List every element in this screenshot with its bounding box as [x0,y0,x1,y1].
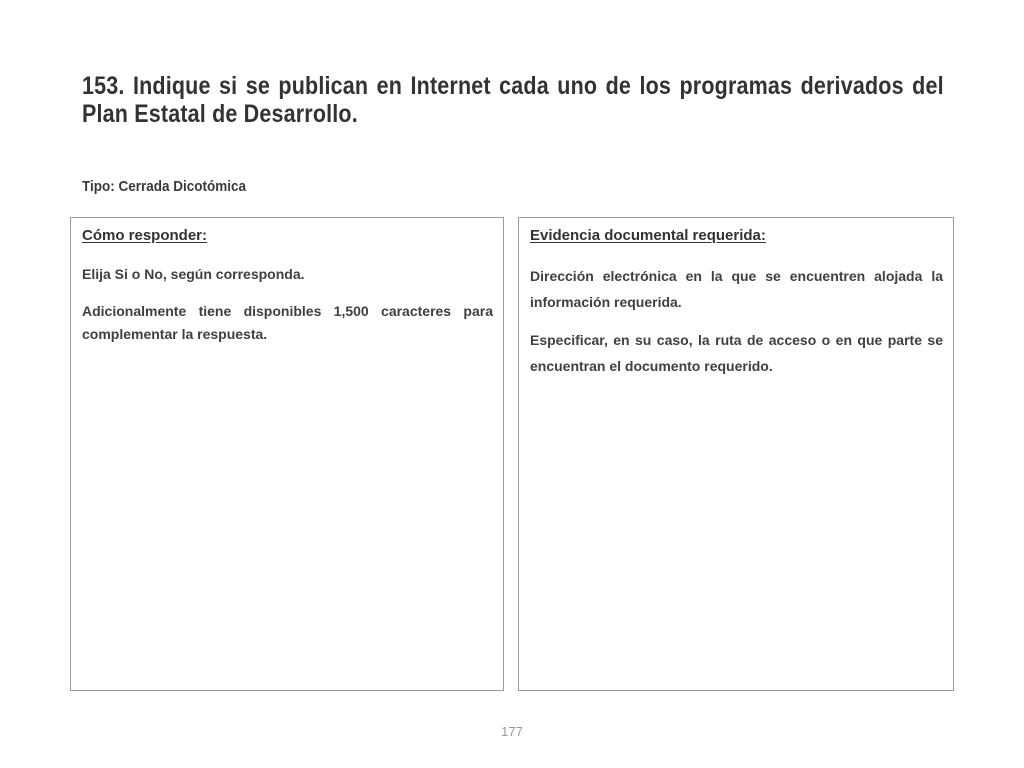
question-type: Tipo: Cerrada Dicotómica [82,178,247,195]
required-evidence-url: Dirección electrónica en la que se encuentren alojada la información requerida. [530,268,943,310]
how-to-answer-heading: Cómo responder: [82,227,208,244]
required-evidence-heading: Evidencia documental requerida: [530,227,766,244]
required-evidence-path: Especificar, en su caso, la ruta de acceso o en que parte se encuentran el documento requerido. [530,332,943,374]
page-number: 177 [501,724,523,739]
question-title: 153. Indique si se publican en Internet cada uno de los programas derivados del Plan Estatal de Desarrollo. [82,72,944,128]
how-to-answer-character-limit: Adicionalmente tiene disponibles 1,500 caracteres para complementar la respuesta. [82,303,493,342]
required-evidence-panel [518,217,954,691]
how-to-answer-instruction: Elija Si o No, según corresponda. [82,266,305,282]
how-to-answer-panel [70,217,504,691]
